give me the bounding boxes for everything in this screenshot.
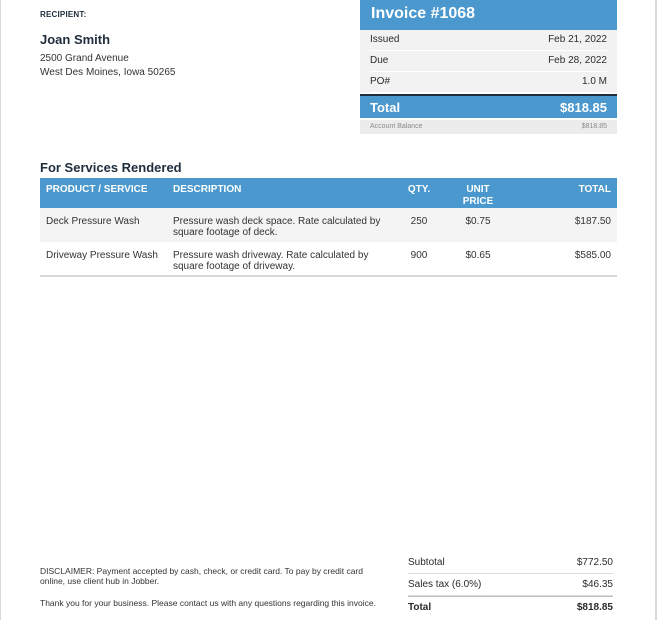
recipient-name: Joan Smith xyxy=(40,32,111,47)
invoice-total-value: $818.85 xyxy=(560,99,607,115)
grand-total-row xyxy=(408,596,613,618)
col-header-description: DESCRIPTION xyxy=(167,178,399,208)
address-line-2: West Des Moines, Iowa 50265 xyxy=(40,67,176,78)
po-label: PO# xyxy=(370,76,391,87)
product-cell: Driveway Pressure Wash xyxy=(40,242,167,276)
disclaimer-block xyxy=(40,566,385,608)
col-header-product: PRODUCT / SERVICE xyxy=(40,178,167,208)
grand-total-value: $818.85 xyxy=(576,602,613,613)
due-label: Due xyxy=(370,55,389,66)
address-line-1: 2500 Grand Avenue xyxy=(40,53,129,64)
account-balance-value: $818.85 xyxy=(581,123,607,130)
totals-block xyxy=(408,552,613,618)
due-row xyxy=(370,51,607,72)
qty-cell: 900 xyxy=(399,242,439,276)
col-header-qty: QTY. xyxy=(399,178,439,208)
unit-price-line-2: PRICE xyxy=(462,196,494,207)
issued-label: Issued xyxy=(370,34,400,45)
due-value: Feb 28, 2022 xyxy=(548,55,607,66)
account-balance-label: Account Balance xyxy=(370,123,423,130)
services-header-row xyxy=(40,178,617,208)
grand-total-label: Total xyxy=(408,602,432,613)
sales-tax-row xyxy=(408,574,613,596)
invoice-meta xyxy=(360,30,617,93)
po-row xyxy=(370,72,607,93)
description-text: Pressure wash driveway. Rate calculated by square footage of driveway. xyxy=(173,250,369,272)
invoice-summary-panel xyxy=(360,0,617,134)
services-table xyxy=(40,178,617,277)
unit-price-line-1: UNIT xyxy=(466,184,490,195)
recipient-label: RECIPIENT: xyxy=(40,10,87,19)
table-row xyxy=(40,242,617,276)
sales-tax-label: Sales tax (6.0%) xyxy=(408,579,482,590)
total-cell: $585.00 xyxy=(517,242,617,276)
services-title: For Services Rendered xyxy=(40,160,182,175)
issued-row xyxy=(370,30,607,51)
qty-cell: 250 xyxy=(399,208,439,242)
invoice-total-row xyxy=(360,94,617,118)
thanks-text: Thank you for your business. Please contact us with any questions regarding this invoice. xyxy=(40,598,376,608)
unit-price-cell: $0.75 xyxy=(439,208,517,242)
subtotal-value: $772.50 xyxy=(576,557,613,568)
po-value: 1.0 M xyxy=(581,76,607,87)
description-cell xyxy=(167,208,399,242)
invoice-title: Invoice #1068 xyxy=(360,0,617,30)
product-cell: Deck Pressure Wash xyxy=(40,208,167,242)
sales-tax-value: $46.35 xyxy=(582,579,613,590)
recipient-block xyxy=(40,10,340,80)
description-text: Pressure wash deck space. Rate calculated by square footage of deck. xyxy=(173,216,381,238)
recipient-address xyxy=(40,52,340,80)
page-edge-left xyxy=(0,0,1,620)
subtotal-row xyxy=(408,552,613,574)
disclaimer-text: DISCLAIMER: Payment accepted by cash, check, or credit card. To pay by credit card online, use client hub in Jobber. xyxy=(40,566,363,586)
subtotal-label: Subtotal xyxy=(408,557,445,568)
unit-price-cell: $0.65 xyxy=(439,242,517,276)
invoice-total-label: Total xyxy=(370,99,401,115)
col-header-total: TOTAL xyxy=(517,178,617,208)
table-row xyxy=(40,208,617,242)
account-balance-row xyxy=(360,120,617,134)
description-cell xyxy=(167,242,399,276)
total-cell: $187.50 xyxy=(517,208,617,242)
col-header-unit-price xyxy=(439,178,517,208)
issued-value: Feb 21, 2022 xyxy=(548,34,607,45)
